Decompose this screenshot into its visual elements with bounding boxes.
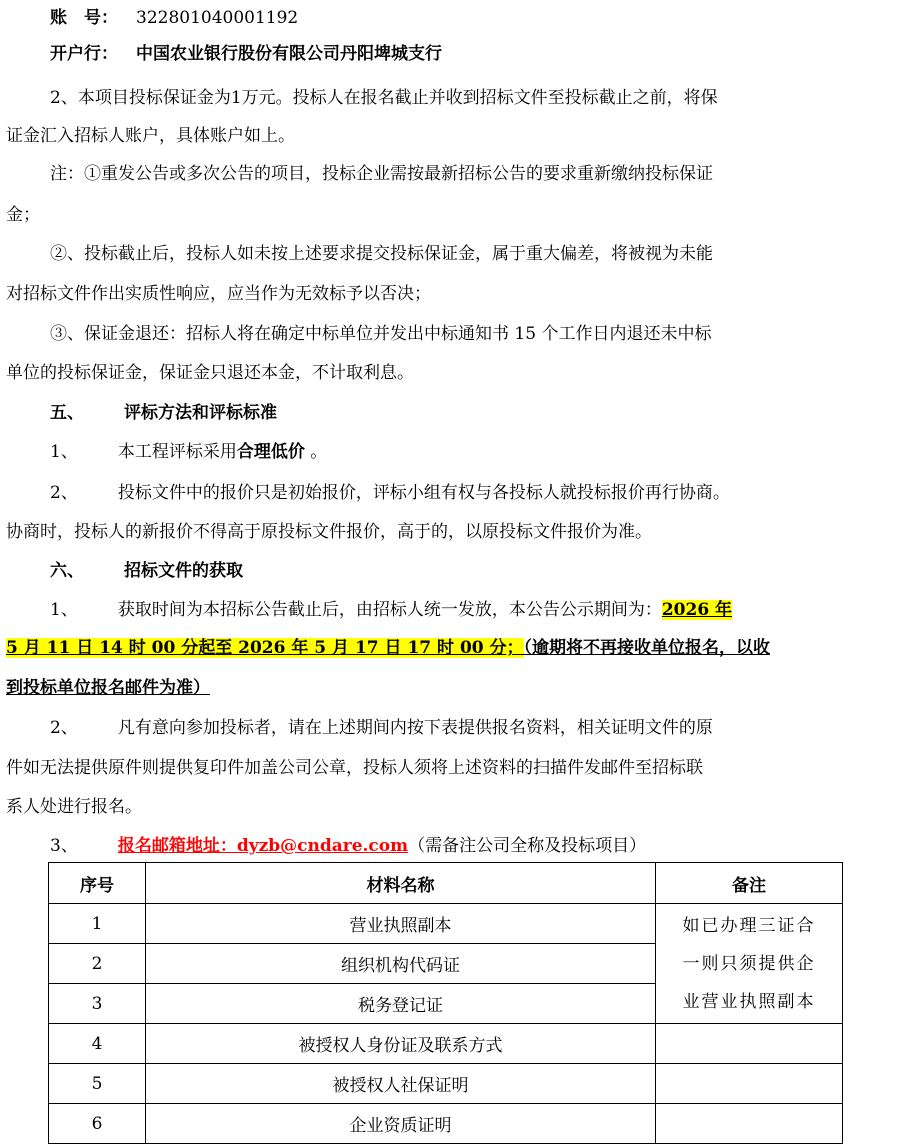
table-header-row bbox=[49, 863, 843, 904]
remark-cell bbox=[656, 904, 843, 1024]
table-row bbox=[49, 1064, 843, 1104]
table-row bbox=[49, 904, 843, 944]
remark-line: 一则只须提供企 bbox=[682, 953, 816, 974]
note3-line2: 单位的投标保证金，保证金只退还本金，不计取利息。 bbox=[6, 363, 414, 383]
section6-item1-line2 bbox=[6, 636, 770, 660]
section6-item2-line3: 系人处进行报名。 bbox=[6, 797, 142, 817]
row-serial: 3 bbox=[49, 984, 146, 1024]
row-material: 被授权人社保证明 bbox=[146, 1064, 656, 1104]
remark-line: 业营业执照副本 bbox=[682, 991, 816, 1012]
note1-line1: 注：①重发公告或多次公告的项目，投标企业需按最新招标公告的要求重新缴纳投标保证 bbox=[50, 164, 713, 184]
section6-item1-line3: 到投标单位报名邮件为准） bbox=[6, 678, 210, 698]
deposit-para-line2: 证金汇入招标人账户，具体账户如上。 bbox=[6, 126, 295, 146]
account-number: 322801040001192 bbox=[136, 8, 299, 28]
deposit-para-line1: 2、本项目投标保证金为1万元。投标人在报名截止并收到招标文件至投标截止之前，将保 bbox=[50, 88, 718, 108]
row-material: 被授权人身份证及联系方式 bbox=[146, 1024, 656, 1064]
deadline-notice: （逾期将不再接收单位报名，以收 bbox=[523, 638, 771, 658]
section6-heading bbox=[50, 559, 243, 583]
row-serial: 1 bbox=[49, 904, 146, 944]
section5-item2-line1 bbox=[50, 481, 730, 505]
bank-row bbox=[50, 42, 442, 66]
evaluation-method: 合理低价 bbox=[236, 442, 305, 462]
section5-item2-number: 2、 bbox=[50, 483, 78, 503]
note2-line1: ②、投标截止后，投标人如未按上述要求提交投标保证金，属于重大偏差，将被视为未能 bbox=[50, 244, 713, 264]
account-row bbox=[50, 6, 298, 30]
header-material-name: 材料名称 bbox=[146, 863, 656, 904]
section6-title: 招标文件的获取 bbox=[124, 561, 243, 581]
table-row bbox=[49, 1104, 843, 1144]
registration-email-note: （需备注公司全称及投标项目） bbox=[408, 836, 647, 856]
section5-item2-text: 投标文件中的报价只是初始报价，评标小组有权与各投标人就投标报价再行协商。 bbox=[117, 483, 730, 503]
registration-email[interactable]: 报名邮箱地址：dyzb@cndare.com bbox=[117, 836, 409, 856]
section6-item1-line1 bbox=[50, 598, 732, 622]
section6-item2-line1 bbox=[50, 716, 713, 740]
row-remark-empty bbox=[656, 1024, 843, 1064]
publication-start-year: 2026 年 bbox=[661, 600, 733, 620]
remark-line: 如已办理三证合 bbox=[682, 915, 816, 936]
section5-item1-end: 。 bbox=[304, 442, 328, 462]
row-remark-empty bbox=[656, 1104, 843, 1144]
row-serial: 4 bbox=[49, 1024, 146, 1064]
row-material: 企业资质证明 bbox=[146, 1104, 656, 1144]
table-row bbox=[49, 1024, 843, 1064]
bank-label: 开户行： bbox=[50, 44, 118, 64]
section6-number: 六、 bbox=[50, 561, 84, 581]
account-label: 账 号： bbox=[50, 8, 118, 28]
row-serial: 5 bbox=[49, 1064, 146, 1104]
row-serial: 2 bbox=[49, 944, 146, 984]
section5-item1 bbox=[50, 440, 327, 464]
section5-title: 评标方法和评标标准 bbox=[124, 403, 277, 423]
row-material: 税务登记证 bbox=[146, 984, 656, 1024]
row-remark-empty bbox=[656, 1064, 843, 1104]
header-serial: 序号 bbox=[49, 863, 146, 904]
note3-line1: ③、保证金退还：招标人将在确定中标单位并发出中标通知书 15 个工作日内退还未中标 bbox=[50, 324, 712, 344]
section6-item1-text: 获取时间为本招标公告截止后，由招标人统一发放，本公告公示期间为： bbox=[117, 600, 662, 620]
section6-item3-number: 3、 bbox=[50, 836, 78, 856]
section5-item1-text: 本工程评标采用 bbox=[117, 442, 237, 462]
section5-heading bbox=[50, 401, 277, 425]
note1-line2: 金； bbox=[6, 205, 40, 225]
materials-table bbox=[48, 862, 843, 1144]
row-material: 组织机构代码证 bbox=[146, 944, 656, 984]
note2-line2: 对招标文件作出实质性响应，应当作为无效标予以否决； bbox=[6, 284, 431, 304]
section5-item1-number: 1、 bbox=[50, 442, 78, 462]
header-remark: 备注 bbox=[656, 863, 843, 904]
section6-item2-text: 凡有意向参加投标者，请在上述期间内按下表提供报名资料，相关证明文件的原 bbox=[117, 718, 713, 738]
row-serial: 6 bbox=[49, 1104, 146, 1144]
publication-period: 5 月 11 日 14 时 00 分起至 2026 年 5 月 17 日 17 时 00 分； bbox=[6, 638, 524, 658]
section6-item2-line2: 件如无法提供原件则提供复印件加盖公司公章，投标人须将上述资料的扫描件发邮件至招标联 bbox=[6, 758, 703, 778]
section6-item2-number: 2、 bbox=[50, 718, 78, 738]
section6-item1-number: 1、 bbox=[50, 600, 78, 620]
bank-name: 中国农业银行股份有限公司丹阳埤城支行 bbox=[136, 44, 442, 64]
section5-item2-line2: 协商时，投标人的新报价不得高于原投标文件报价，高于的，以原投标文件报价为准。 bbox=[6, 522, 652, 542]
section6-item3 bbox=[50, 834, 646, 858]
section5-number: 五、 bbox=[50, 403, 84, 423]
row-material: 营业执照副本 bbox=[146, 904, 656, 944]
